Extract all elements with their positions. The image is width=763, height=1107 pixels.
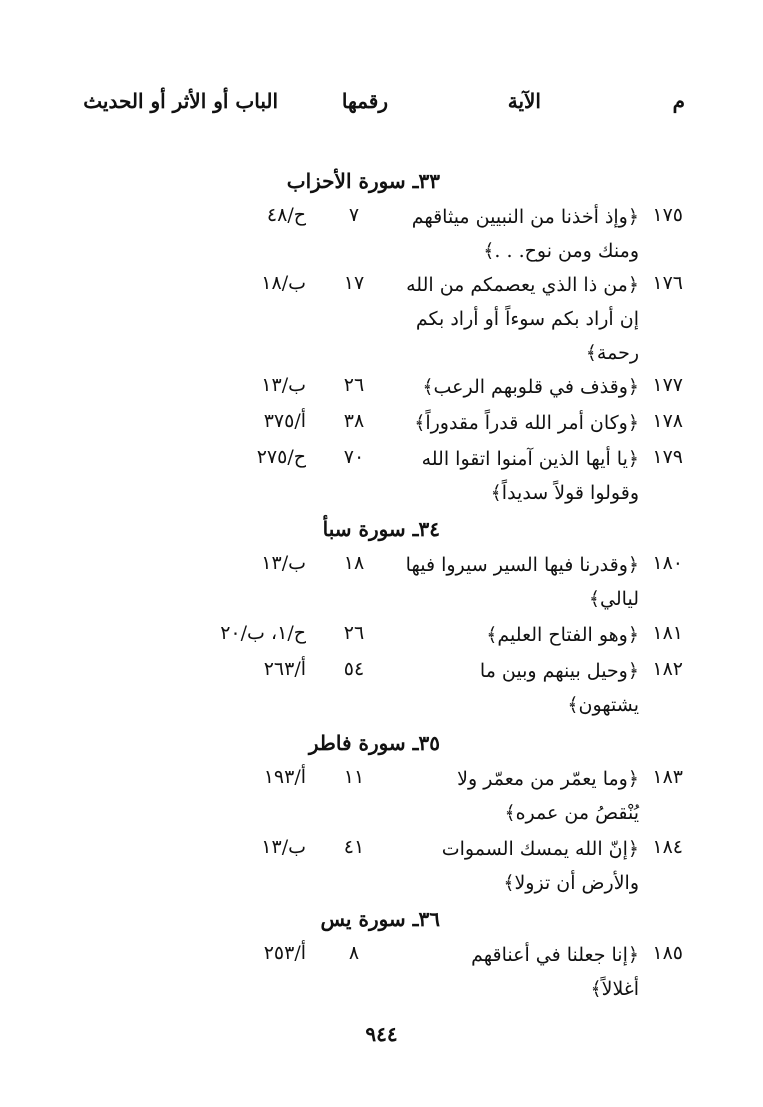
verse-line: ﴿وما يعمّر من معمّر ولا bbox=[457, 768, 639, 790]
ayah-number: ٧٠ bbox=[343, 446, 365, 468]
verse-text bbox=[389, 938, 639, 1006]
row-index: ١٧٨ bbox=[652, 410, 683, 432]
row-index: ١٧٥ bbox=[652, 204, 683, 226]
ayah-number: ١١ bbox=[343, 766, 365, 788]
chapter-ref: ب/١٣ bbox=[261, 374, 306, 396]
ayah-number: ١٨ bbox=[343, 552, 365, 574]
page-number: ٩٤٤ bbox=[365, 1022, 398, 1046]
verse-line: ﴿وإذ أخذنا من النبيين ميثاقهم bbox=[411, 206, 639, 228]
chapter-ref: أ/٢٦٣ bbox=[263, 658, 306, 680]
verse-line: ليالي﴾ bbox=[588, 588, 639, 610]
row-index: ١٧٧ bbox=[652, 374, 683, 396]
surah-title: ٣٦ـ سورة يس bbox=[320, 907, 440, 931]
verse-line: رحمة﴾ bbox=[585, 342, 639, 364]
verse-line: ومنك ومن نوح. . .﴾ bbox=[483, 240, 639, 262]
header-col-number: رقمها bbox=[341, 89, 388, 113]
ayah-number: ١٧ bbox=[343, 272, 365, 294]
row-index: ١٨٢ bbox=[652, 658, 683, 680]
verse-line: ﴿إنا جعلنا في أعناقهم bbox=[471, 944, 639, 966]
row-index: ١٧٦ bbox=[652, 272, 683, 294]
ayah-number: ٨ bbox=[348, 942, 360, 964]
ayah-number: ٧ bbox=[348, 204, 360, 226]
surah-title: ٣٥ـ سورة فاطر bbox=[308, 731, 440, 755]
verse-line: ﴿وحيل بينهم وبين ما bbox=[479, 660, 639, 682]
header-col-ayah: الآية bbox=[507, 89, 541, 113]
row-index: ١٧٩ bbox=[652, 446, 683, 468]
chapter-ref: ح/١، ب/٢٠ bbox=[220, 622, 306, 644]
verse-line: ﴿وقدرنا فيها السير سيروا فيها bbox=[405, 554, 639, 576]
row-index: ١٨٣ bbox=[652, 766, 683, 788]
verse-line: والأرض أن تزولا﴾ bbox=[503, 872, 639, 894]
row-index: ١٨٠ bbox=[652, 552, 683, 574]
verse-line: ﴿إنّ الله يمسك السموات bbox=[441, 838, 639, 860]
verse-line: أغلالاً﴾ bbox=[590, 978, 639, 1000]
verse-line: يشتهون﴾ bbox=[567, 694, 639, 716]
verse-line: إن أراد بكم سوءاً أو أراد بكم bbox=[415, 308, 639, 330]
surah-title: ٣٤ـ سورة سبأ bbox=[322, 517, 440, 541]
row-index: ١٨٤ bbox=[652, 836, 683, 858]
surah-title: ٣٣ـ سورة الأحزاب bbox=[286, 169, 440, 193]
ayah-number: ٣٨ bbox=[343, 410, 365, 432]
verse-text bbox=[389, 832, 639, 900]
ayah-number: ٥٤ bbox=[343, 658, 365, 680]
verse-line: ﴿وهو الفتاح العليم﴾ bbox=[486, 624, 639, 646]
header-col-chapter: الباب أو الأثر أو الحديث bbox=[83, 89, 278, 113]
verse-text bbox=[389, 762, 639, 830]
verse-text bbox=[389, 406, 639, 440]
chapter-ref: ب/١٣ bbox=[261, 836, 306, 858]
verse-line: ﴿وقذف في قلوبهم الرعب﴾ bbox=[422, 376, 639, 398]
verse-text bbox=[389, 370, 639, 404]
chapter-ref: أ/١٩٣ bbox=[263, 766, 306, 788]
verse-text bbox=[389, 548, 639, 616]
row-index: ١٨٥ bbox=[652, 942, 683, 964]
verse-text bbox=[389, 442, 639, 510]
ayah-number: ٢٦ bbox=[343, 374, 365, 396]
header-col-m: م bbox=[672, 89, 685, 113]
verse-text bbox=[389, 654, 639, 722]
chapter-ref: ح/٤٨ bbox=[266, 204, 306, 226]
verse-text bbox=[389, 618, 639, 652]
ayah-number: ٤١ bbox=[343, 836, 365, 858]
verse-text bbox=[389, 200, 639, 268]
verse-line: ﴿وكان أمر الله قدراً مقدوراً﴾ bbox=[414, 412, 639, 434]
row-index: ١٨١ bbox=[652, 622, 683, 644]
verse-text bbox=[389, 268, 639, 370]
chapter-ref: ح/٢٧٥ bbox=[256, 446, 306, 468]
verse-line: ﴿يا أيها الذين آمنوا اتقوا الله bbox=[421, 448, 639, 470]
verse-line: ﴿من ذا الذي يعصمكم من الله bbox=[406, 274, 639, 296]
chapter-ref: أ/٢٥٣ bbox=[263, 942, 306, 964]
verse-line: يُنْقصُ من عمره﴾ bbox=[504, 802, 639, 824]
chapter-ref: ب/١٨ bbox=[261, 272, 306, 294]
chapter-ref: أ/٣٧٥ bbox=[263, 410, 306, 432]
verse-line: وقولوا قولاً سديداً﴾ bbox=[490, 482, 639, 504]
ayah-number: ٢٦ bbox=[343, 622, 365, 644]
chapter-ref: ب/١٣ bbox=[261, 552, 306, 574]
